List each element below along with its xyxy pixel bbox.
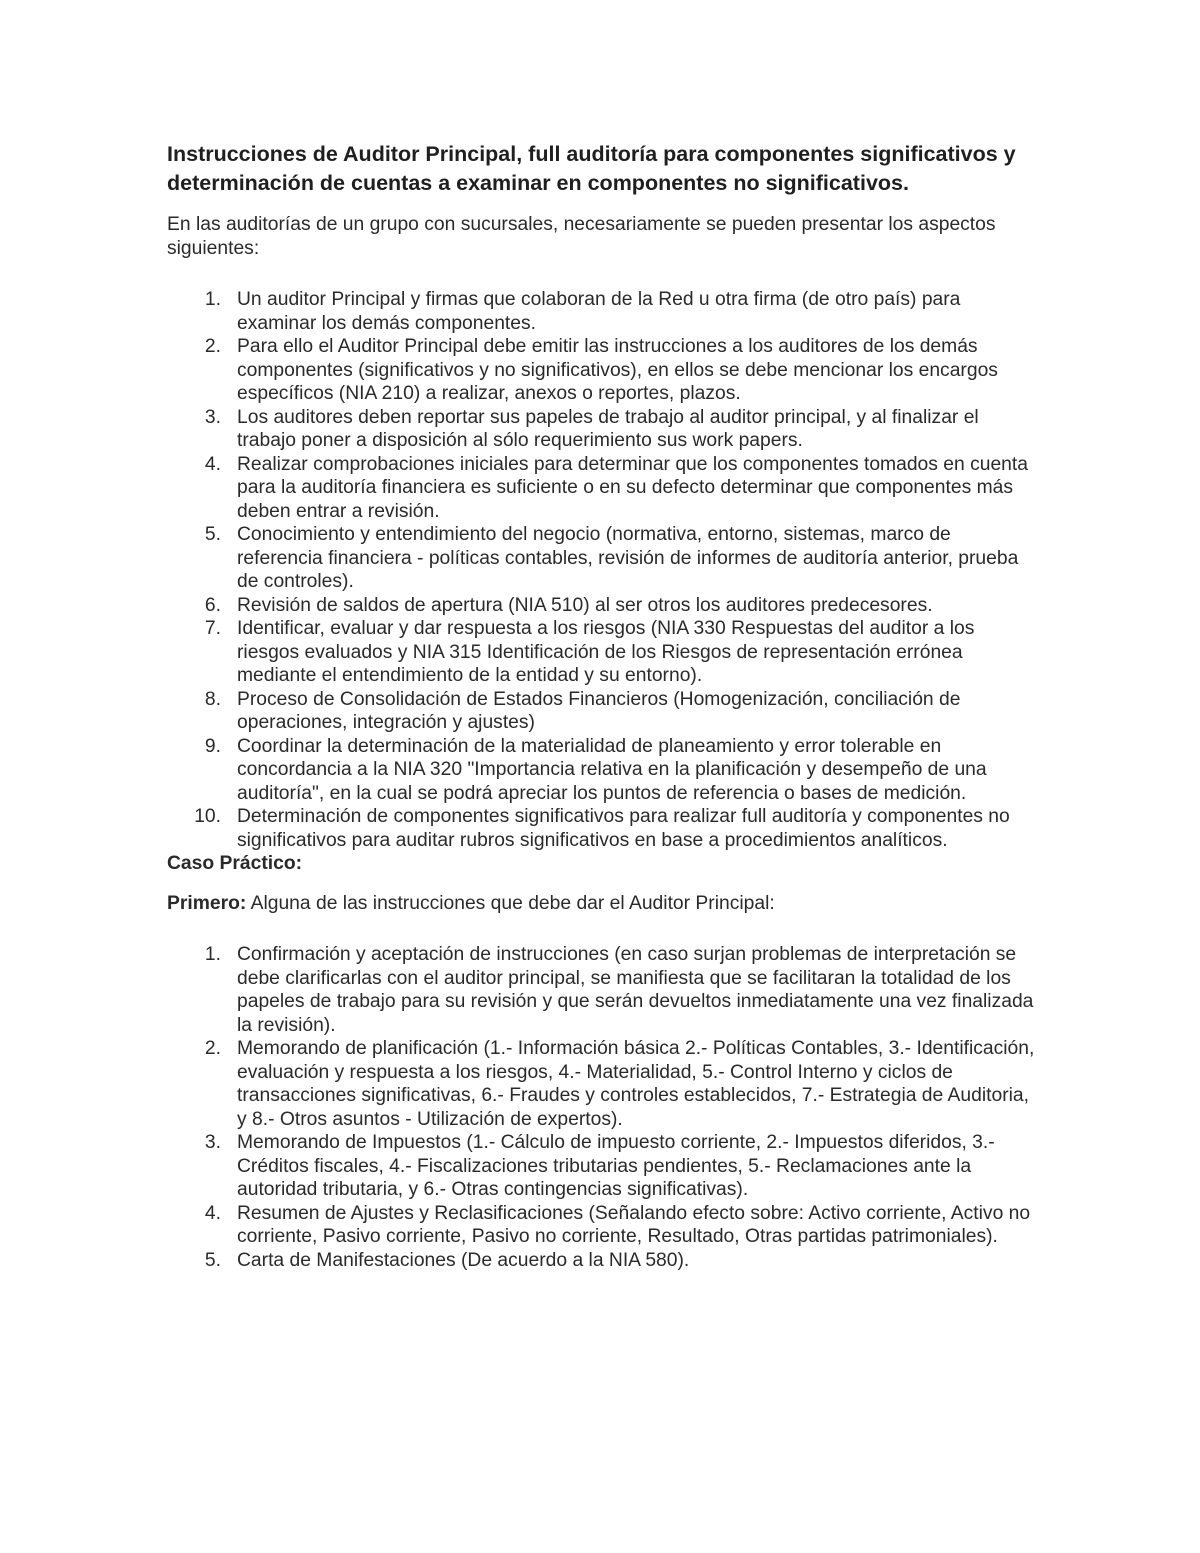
list-item (167, 943, 1037, 1037)
list-item-number: 2. (204, 336, 221, 357)
list-item (167, 617, 1037, 688)
primero-label: Primero: (167, 892, 247, 914)
list-item-number: 8. (204, 688, 221, 710)
list-item (167, 335, 1037, 406)
list-item-text: Revisión de saldos de apertura (NIA 510) al ser otros los auditores predecesores. (237, 594, 933, 616)
list-item (167, 805, 1037, 852)
list-item (167, 688, 1037, 735)
list-item-text: Coordinar la determinación de la materialidad de planeamiento y error tolerable en concordancia a la NIA 320 "Importancia relativa en la planificación y desempeño de una auditoría", en la cual se podrá apreciar los puntos de referencia o bases de medición. (237, 735, 987, 804)
primero-text: Alguna de las instrucciones que debe dar el Auditor Principal: (246, 892, 775, 914)
list-item-number: 10. (194, 806, 221, 827)
list-item-number: 1. (204, 944, 221, 965)
list-item-number: 4. (204, 1202, 221, 1224)
list-item-text: Para ello el Auditor Principal debe emitir las instrucciones a los auditores de los demás componentes (significativos y no significativos), en ellos se debe mencionar los encargos específicos (NIA 210) a realizar, anexos o reportes, plazos. (237, 336, 998, 404)
list-item-text: Memorando de Impuestos (1.- Cálculo de impuesto corriente, 2.- Impuestos diferidos, 3.- Créditos fiscales, 4.- Fiscalizaciones tributarias pendientes, 5.- Reclamaciones ante la autoridad tributaria, y 6.- Otras contingencias significativas). (237, 1132, 995, 1200)
list-item-number: 6. (204, 594, 221, 616)
list-item-number: 4. (204, 453, 221, 475)
list-item (167, 523, 1037, 594)
document-title: Instrucciones de Auditor Principal, full auditoría para componentes significativos y determinación de cuentas a examinar en componentes no significativos. (167, 142, 1016, 195)
list-item-number: 9. (204, 735, 221, 757)
list-item-text: Identificar, evaluar y dar respuesta a los riesgos (NIA 330 Respuestas del auditor a los riesgos evaluados y NIA 315 Identificación de los Riesgos de representación errónea mediante el entendimiento de la entidad y su entorno). (237, 618, 975, 686)
list-item (167, 1037, 1037, 1131)
list-item (167, 453, 1037, 524)
instructions-list (167, 943, 1037, 1272)
list-item (167, 1131, 1037, 1202)
list-item (167, 406, 1037, 453)
list-item-number: 5. (204, 524, 221, 545)
list-item (167, 1249, 1037, 1273)
intro-paragraph: En las auditorías de un grupo con sucursales, necesariamente se pueden presentar los aspectos siguientes: (167, 214, 996, 259)
list-item-number: 3. (204, 1132, 221, 1153)
list-item-text: Confirmación y aceptación de instrucciones (en caso surjan problemas de interpretación se debe clarificarlas con el auditor principal, se manifiesta que se facilitaran la totalidad de los papeles de trabajo para su revisión y que serán devueltos inmediatamente una vez finalizada la revisión). (237, 944, 1034, 1036)
list-item-text: Los auditores deben reportar sus papeles de trabajo al auditor principal, y al finalizar el trabajo poner a disposición al sólo requerimiento sus work papers. (237, 406, 979, 451)
list-item-number: 2. (204, 1038, 221, 1059)
list-item-number: 1. (204, 289, 221, 310)
list-item (167, 735, 1037, 806)
list-item-text: Realizar comprobaciones iniciales para determinar que los componentes tomados en cuenta para la auditoría financiera es suficiente o en su defecto determinar que componentes más deben entrar a revisión. (237, 453, 1028, 522)
list-item-text: Un auditor Principal y firmas que colaboran de la Red u otra firma (de otro país) para examinar los demás componentes. (237, 289, 961, 334)
list-item-text: Resumen de Ajustes y Reclasificaciones (Señalando efecto sobre: Activo corriente, Activo no corriente, Pasivo corriente, Pasivo no corriente, Resultado, Otras partidas patrimoniales). (237, 1202, 1031, 1247)
aspects-list (167, 288, 1037, 852)
list-item-number: 3. (204, 406, 221, 428)
list-item-text: Memorando de planificación (1.- Información básica 2.- Políticas Contables, 3.- Identificación, evaluación y respuesta a los riesgos, 4.- Materialidad, 5.- Control Interno y ciclos de transacciones significativas, 6.- Fraudes y controles establecidos, 7.- Estrategia de Auditoria, y 8.- Otros asuntos - Utilización de expertos). (237, 1038, 1035, 1130)
list-item-text: Proceso de Consolidación de Estados Financieros (Homogenización, conciliación de operaciones, integración y ajustes) (237, 688, 961, 733)
list-item-text: Determinación de componentes significativos para realizar full auditoría y componentes no significativos para auditar rubros significativos en base a procedimientos analíticos. (237, 806, 1010, 851)
list-item-number: 5. (204, 1249, 221, 1271)
list-item-text: Conocimiento y entendimiento del negocio (normativa, entorno, sistemas, marco de referencia financiera - políticas contables, revisión de informes de auditoría anterior, prueba de controles). (237, 524, 1019, 592)
caso-practico-heading: Caso Práctico: (167, 853, 303, 874)
list-item (167, 288, 1037, 335)
list-item-number: 7. (204, 618, 221, 639)
list-item (167, 1202, 1037, 1249)
list-item (167, 594, 1037, 618)
primero-paragraph (167, 892, 1027, 916)
list-item-text: Carta de Manifestaciones (De acuerdo a la NIA 580). (237, 1249, 690, 1271)
